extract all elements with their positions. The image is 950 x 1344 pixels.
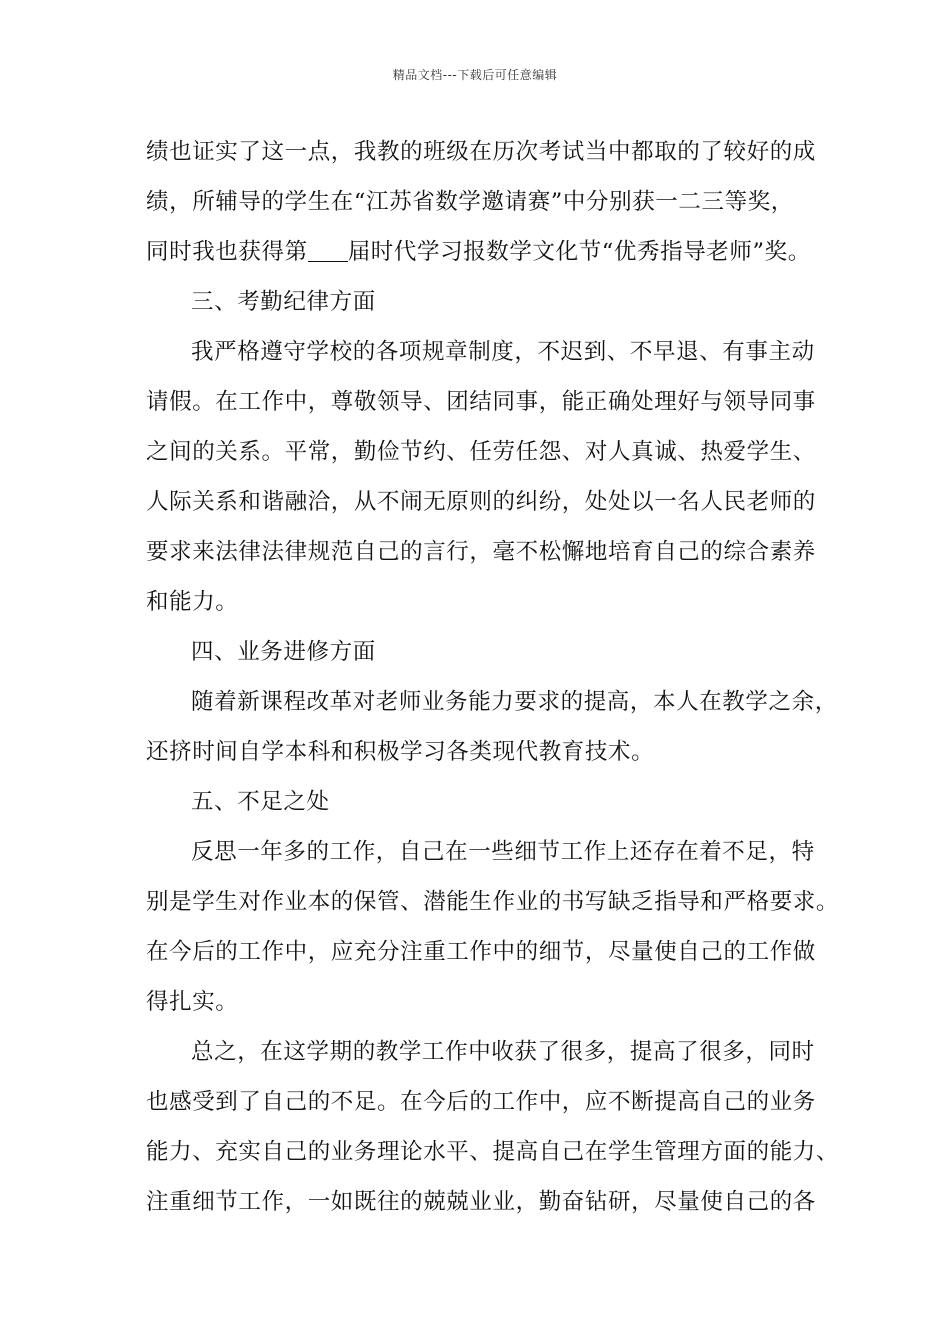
section-heading: 四、业务进修方面	[191, 639, 376, 665]
body-line: 反思一年多的工作，自己在一些细节工作上还存在着不足，特	[191, 839, 815, 865]
body-line: 得扎实。	[146, 989, 239, 1015]
section-heading: 三、考勤纪律方面	[191, 289, 376, 315]
body-line	[146, 227, 826, 277]
body-line-end: 届时代学习报数学文化节“优秀指导老师”奖。	[347, 239, 811, 265]
body-line: 也感受到了自己的不足。在今后的工作中，应不断提高自己的业务	[146, 1089, 816, 1115]
body-line: 在今后的工作中，应充分注重工作中的细节，尽量使自己的工作做	[146, 939, 816, 965]
body-line: 之间的关系。平常，勤俭节约、任劳任怨、对人真诚、热爱学生、	[146, 439, 816, 465]
body-line: 随着新课程改革对老师业务能力要求的提高，本人在教学之余，	[191, 689, 838, 715]
fill-in-blank	[308, 239, 348, 263]
page-header: 精品文档---下载后可任意编辑	[392, 68, 558, 82]
body-line-start: 同时我也获得第	[146, 239, 308, 265]
body-line: 能力、充实自己的业务理论水平、提高自己在学生管理方面的能力、	[146, 1139, 840, 1165]
body-line: 注重细节工作，一如既往的兢兢业业，勤奋钻研，尽量使自己的各	[146, 1189, 816, 1215]
body-line: 和能力。	[146, 589, 239, 615]
document-body	[146, 127, 840, 1227]
body-line: 还挤时间自学本科和积极学习各类现代教育技术。	[146, 739, 655, 765]
section-heading: 五、不足之处	[191, 789, 330, 815]
body-line: 要求来法律法律规范自己的言行，毫不松懈地培育自己的综合素养	[146, 539, 816, 565]
body-line: 总之，在这学期的教学工作中收获了很多，提高了很多，同时	[191, 1039, 815, 1065]
body-line: 绩，所辅导的学生在“江苏省数学邀请赛”中分别获一二三等奖，	[146, 189, 794, 215]
body-line: 别是学生对作业本的保管、潜能生作业的书写缺乏指导和严格要求。	[146, 889, 840, 915]
body-line: 请假。在工作中，尊敬领导、团结同事，能正确处理好与领导同事	[146, 389, 816, 415]
body-line: 绩也证实了这一点，我教的班级在历次考试当中都取的了较好的成	[146, 139, 816, 165]
body-line: 人际关系和谐融洽，从不闹无原则的纠纷，处处以一名人民老师的	[146, 489, 816, 515]
body-line: 我严格遵守学校的各项规章制度，不迟到、不早退、有事主动	[191, 339, 815, 365]
